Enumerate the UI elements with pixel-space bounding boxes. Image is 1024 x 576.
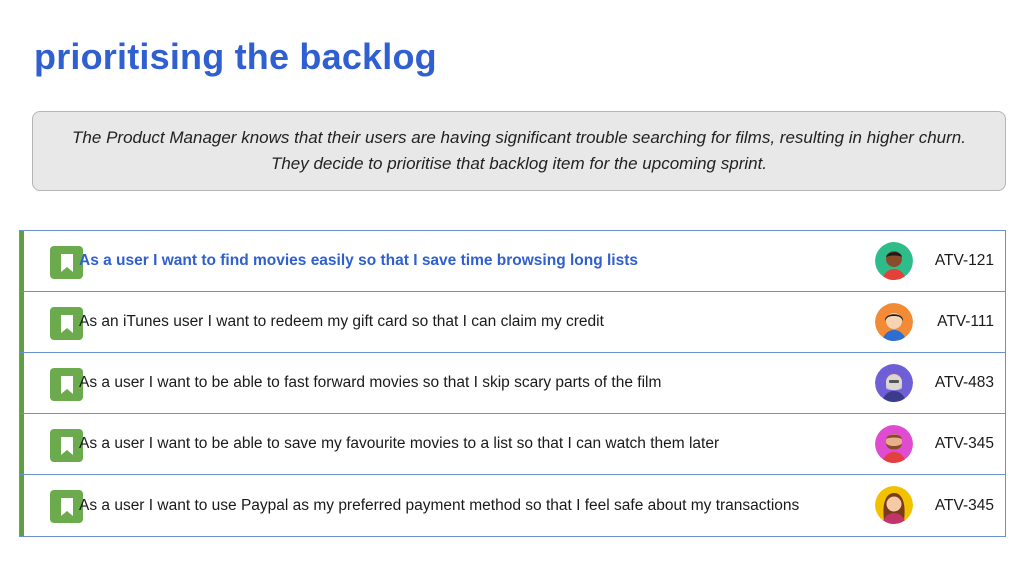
story-summary[interactable]: As an iTunes user I want to redeem my gift card so that I can claim my credit [79,313,604,330]
issue-key[interactable]: ATV-345 [934,496,994,514]
backlog-item-row[interactable] [20,414,1005,475]
backlog-item-row[interactable] [20,231,1005,292]
story-summary[interactable]: As a user I want to find movies easily so that I save time browsing long lists [79,252,639,269]
story-summary[interactable]: As a user I want to be able to fast forward movies so that I skip scary parts of the film [79,374,662,391]
story-summary[interactable]: As a user I want to use Paypal as my preferred payment method so that I feel safe about my transactions [79,496,800,514]
callout-text: The Product Manager knows that their users are having significant trouble searching for films, resulting in higher churn. They decide to prioritise that backlog item for the upcoming sprint. [72,128,966,173]
story-summary[interactable]: As a user I want to be able to save my favourite movies to a list so that I can watch them later [79,435,720,452]
assignee-avatar[interactable] [875,242,913,280]
assignee-avatar[interactable] [875,486,913,524]
backlog-list [19,230,1006,537]
rank-bar [20,292,24,352]
scenario-callout [32,111,1006,191]
rank-bar [20,231,24,291]
rank-bar [20,475,24,536]
page-title: prioritising the backlog [34,36,437,77]
rank-bar [20,353,24,413]
issue-key[interactable]: ATV-483 [934,374,994,391]
backlog-item-row[interactable] [20,475,1005,536]
issue-key[interactable]: ATV-121 [934,252,994,269]
backlog-item-row[interactable] [20,292,1005,353]
assignee-avatar[interactable] [875,364,913,402]
backlog-item-row[interactable] [20,353,1005,414]
issue-key[interactable]: ATV-345 [934,435,994,452]
issue-key[interactable]: ATV-111 [937,313,994,330]
rank-bar [20,414,24,474]
assignee-avatar[interactable] [875,303,913,341]
assignee-avatar[interactable] [875,425,913,463]
